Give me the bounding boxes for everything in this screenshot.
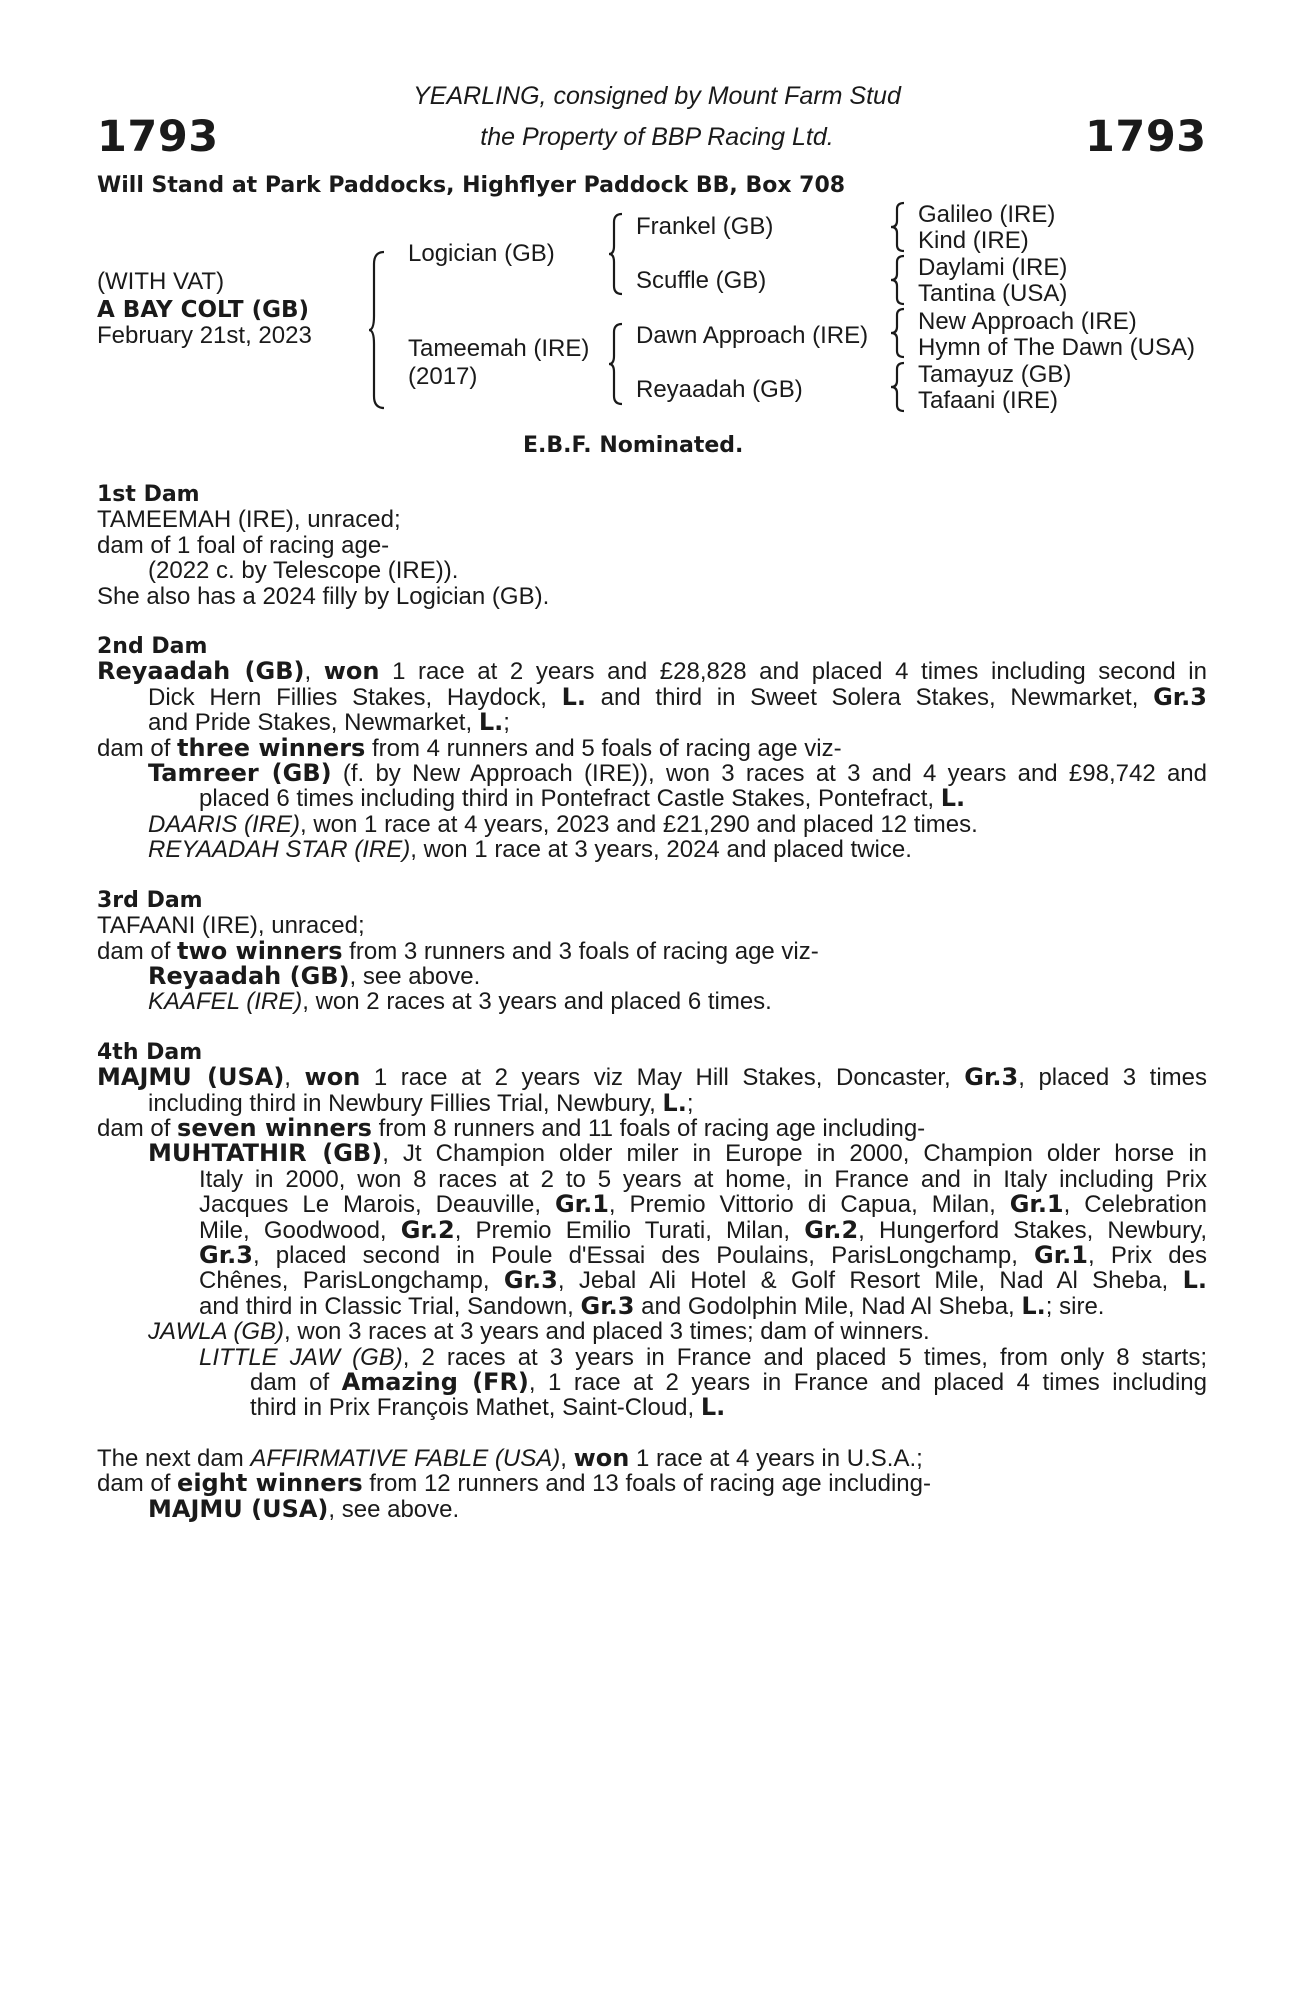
grade-label: L. [700,1393,726,1422]
pedigree-dam-dam: Reyaadah (GB) [636,376,803,403]
race-text: and Godolphin Mile, Nad Al Sheba, [634,1292,1022,1320]
pedigree-g3: Daylami (IRE) [918,254,1068,281]
produce-line [97,761,1207,786]
race-text: from 4 runners and 5 foals of racing age viz- [365,734,842,762]
next-dam-line [97,1471,1207,1496]
race-text: , see above. [328,1495,460,1523]
horse-name: Tamreer (GB) [148,759,332,788]
race-text: , Prix des [1087,1241,1208,1269]
race-text: third in Prix François Mathet, Saint-Cloud, [250,1394,701,1422]
second-dam-heading: 2nd Dam [97,634,208,660]
produce-line [97,1215,1207,1244]
consignment-line-1: YEARLING, consigned by Mount Farm Stud [413,82,901,110]
horse-name: JAWLA (GB) [148,1318,285,1346]
second-dam-line [97,710,1207,735]
race-text: 1 race at 2 years viz May Hill Stakes, Doncaster, [360,1064,965,1092]
race-text: , won 3 races at 3 years and placed 3 times; dam of winners. [284,1318,930,1346]
race-text: 1 race at 4 years in U.S.A.; [629,1444,923,1472]
race-text: 1 race at 2 years and £28,828 and placed 4 times including second in [379,658,1207,686]
grade-label: Gr.2 [804,1215,859,1244]
horse-name: KAAFEL (IRE) [148,988,303,1016]
grade-label: L. [662,1088,687,1117]
first-dam-line: TAMEEMAH (IRE), unraced; [97,506,401,534]
race-text: from 3 runners and 3 foals of racing age viz- [342,937,819,965]
third-dam-heading: 3rd Dam [97,887,203,913]
grade-label: Gr.1 [1009,1190,1064,1219]
produce-line [97,1291,1207,1320]
grade-label: Gr.3 [580,1291,635,1320]
race-text: , Hungerford Stakes, Newbury, [858,1216,1207,1244]
horse-name: DAARIS (IRE) [148,810,301,838]
consignment-line-2: the Property of BBP Racing Ltd. [480,123,834,151]
race-text: Chênes, ParisLongchamp, [199,1267,504,1295]
horse-name: Reyaadah (GB) [148,961,350,990]
race-text: dam of [97,1114,178,1142]
pedigree-g5: New Approach (IRE) [918,308,1137,335]
race-text: Mile, Goodwood, [199,1216,401,1244]
pedigree-dam-sire: Dawn Approach (IRE) [636,322,869,349]
horse-name: REYAADAH STAR (IRE) [148,836,411,864]
grade-label: Gr.3 [199,1240,253,1269]
grade-label: L. [1182,1266,1208,1295]
pedigree-brace-dam [608,322,624,406]
pedigree-brace-g34 [890,254,906,306]
race-text: , Jebal Ali Hotel & Golf Resort Mile, Nad Al Sheba, [557,1267,1183,1295]
fourth-dam-line [97,1113,1207,1142]
race-text: Dick Hern Fillies Stakes, Haydock, [148,683,562,711]
pedigree-g4: Tantina (USA) [918,280,1068,307]
horse-name: MAJMU (USA) [97,1063,285,1092]
fourth-dam-line [97,1065,1207,1090]
race-text: dam of [97,734,178,762]
horse-name: MAJMU (USA) [148,1494,329,1523]
horse-name: A BAY COLT (GB) [97,297,310,323]
pedigree-brace-main [368,250,386,410]
grade-label: Gr.3 [1153,682,1207,711]
pedigree-dam: Tameemah (IRE) [408,335,590,362]
horse-name: Reyaadah (GB) [97,657,305,686]
grade-label: Gr.1 [1034,1240,1088,1269]
second-dam-line: Reyaadah (GB), won 1 race at 2 years and £28,828 and placed 4 times including second in [97,657,1207,686]
race-text: , 2 races at 3 years in France and placed 5 times, from only 8 starts; [402,1343,1207,1371]
pedigree-brace-sire [608,212,624,296]
first-dam-line: dam of 1 foal of racing age- [97,531,390,559]
race-text: , Jt Champion older miler in Europe in 2000, Champion older horse in [382,1140,1207,1168]
first-dam-line: (2022 c. by Telescope (IRE)). [148,557,459,585]
second-dam-line [97,682,1207,711]
next-dam-line [97,1494,1207,1523]
fourth-dam-heading: 4th Dam [97,1039,203,1065]
produce-line [97,1395,1207,1420]
grade-label: L. [478,708,504,737]
race-text: , placed 3 times [1018,1064,1207,1092]
produce-line [97,837,1207,862]
foaling-date: February 21st, 2023 [97,322,312,349]
pedigree-brace-g56 [890,307,906,359]
grade-label: L. [940,784,966,813]
horse-name: LITTLE JAW (GB) [199,1343,403,1371]
produce-line [97,989,1207,1014]
dam-sections [97,482,1207,1522]
produce-line [97,1370,1207,1395]
produce-line [97,812,1207,837]
grade-label: L. [1021,1291,1046,1320]
race-text: , see above. [349,962,481,990]
horse-name: MUHTATHIR (GB) [148,1139,383,1168]
lot-number-left: 1793 [97,112,219,162]
grade-label: Gr.3 [503,1266,558,1295]
race-text: ; sire. [1045,1292,1105,1320]
race-text: and third in Sweet Solera Stakes, Newmarket, [585,683,1154,711]
winners-count: eight winners [177,1469,363,1498]
pedigree-g2: Kind (IRE) [918,227,1029,254]
fourth-dam-line [97,1088,1207,1117]
produce-line [97,961,1207,990]
grade-label: L. [561,682,586,711]
grade-label: Gr.3 [964,1063,1019,1092]
pedigree-g1: Galileo (IRE) [918,201,1056,228]
produce-line [97,786,1207,811]
winners-count: two winners [177,936,343,965]
pedigree-sire: Logician (GB) [408,240,555,267]
race-text: from 12 runners and 13 foals of racing age including- [362,1470,931,1498]
next-dam-line [97,1443,1207,1472]
pedigree-g7: Tamayuz (GB) [918,361,1072,388]
pedigree-sire-dam: Scuffle (GB) [636,267,767,294]
race-text: , won 1 race at 3 years, 2024 and placed twice. [410,836,912,864]
horse-name: AFFIRMATIVE FABLE (USA) [250,1444,561,1472]
won-label: won [323,657,380,686]
race-text: and Pride Stakes, Newmarket, [148,709,479,737]
race-text: , Celebration [1063,1191,1208,1219]
produce-line: Italy in 2000, won 8 races at 2 to 5 years at home, in France and in Italy including Prix [199,1165,1207,1193]
stand-location: Will Stand at Park Paddocks, Highflyer Paddock BB, Box 708 [97,173,846,198]
produce-line [97,1240,1208,1269]
race-text: , [560,1444,574,1472]
race-text: dam of [250,1369,342,1396]
produce-line [97,1268,1207,1293]
winners-count: seven winners [177,1113,372,1142]
pedigree-g6: Hymn of The Dawn (USA) [918,334,1195,361]
race-text: , [284,1064,305,1092]
race-text: dam of [97,1470,178,1498]
pedigree-g8: Tafaani (IRE) [918,387,1059,414]
race-text: , placed second in Poule d'Essai des Poulains, ParisLongchamp, [252,1241,1035,1269]
race-text: , won 2 races at 3 years and placed 6 times. [302,988,772,1016]
first-dam-line: She also has a 2024 filly by Logician (GB). [97,582,550,610]
produce-line [97,1345,1207,1370]
race-text: (f. by New Approach (IRE)), won 3 races at 3 and 4 years and £98,742 and [331,760,1207,788]
produce-line [97,1141,1207,1166]
lot-number-right: 1793 [1085,112,1207,162]
race-text: , Premio Vittorio di Capua, Milan, [608,1191,1010,1219]
race-text: placed 6 times including third in Pontefract Castle Stakes, Pontefract, [199,785,941,813]
ebf-nominated: E.B.F. Nominated. [523,433,744,458]
race-text: The next dam [97,1444,251,1472]
race-text: , Premio Emilio Turati, Milan, [454,1216,805,1244]
third-dam-line [97,936,1207,965]
pedigree-sire-sire: Frankel (GB) [636,213,774,240]
grade-label: Gr.1 [554,1190,609,1219]
winners-count: three winners [177,733,366,762]
second-dam-line [97,733,1207,762]
race-text: , 1 race at 2 years in France and placed 4 times including [528,1369,1208,1396]
race-text: ; [503,709,510,737]
first-dam-heading: 1st Dam [97,482,200,507]
grade-label: Gr.2 [400,1215,455,1244]
pedigree-brace-g78 [890,361,906,413]
race-text: dam of [97,937,178,965]
produce-line [97,1192,1207,1217]
race-text: , won 1 race at 4 years, 2023 and £21,290 and placed 12 times. [300,810,978,838]
won-label: won [304,1063,361,1092]
race-text: Jacques Le Marois, Deauville, [199,1191,555,1219]
race-text: including third in Newbury Fillies Trial, Newbury, [148,1089,663,1117]
horse-name: Amazing (FR) [341,1368,529,1396]
vat-note: (WITH VAT) [97,268,225,295]
race-text: ; [686,1089,694,1117]
race-text: from 8 runners and 11 foals of racing age including- [371,1114,926,1142]
produce-line [97,1319,1207,1344]
pedigree-brace-g12 [890,201,906,253]
won-label: won [573,1443,630,1472]
pedigree-dam-year: (2017) [408,363,478,390]
third-dam-line: TAFAANI (IRE), unraced; [97,912,365,940]
race-text: and third in Classic Trial, Sandown, [199,1292,581,1320]
